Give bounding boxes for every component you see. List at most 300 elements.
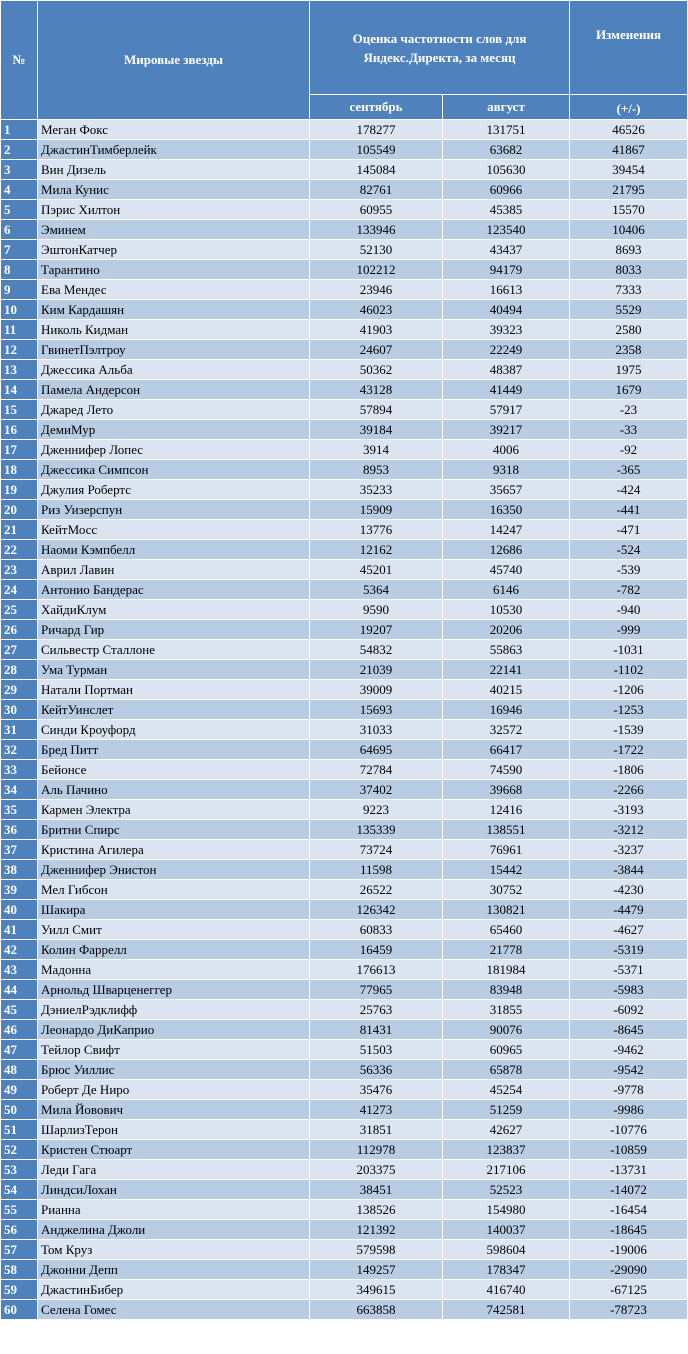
celebrity-name: Синди Кроуфорд (38, 720, 310, 740)
change-value: -3237 (570, 840, 688, 860)
celebrity-name: Аль Пачино (38, 780, 310, 800)
celebrity-name: ДжастинБибер (38, 1280, 310, 1300)
change-value: -8645 (570, 1020, 688, 1040)
september-value: 31033 (310, 720, 443, 740)
rank-cell: 9 (1, 280, 38, 300)
september-value: 56336 (310, 1060, 443, 1080)
table-row (1, 1120, 688, 1140)
change-value: -10859 (570, 1140, 688, 1160)
celebrity-name: Дженнифер Лопес (38, 440, 310, 460)
change-value: -4627 (570, 920, 688, 940)
september-value: 51503 (310, 1040, 443, 1060)
celebrity-name: Мила Йовович (38, 1100, 310, 1120)
table-row (1, 940, 688, 960)
rank-cell: 53 (1, 1160, 38, 1180)
rank-cell: 38 (1, 860, 38, 880)
celebrity-name: Брюс Уиллис (38, 1060, 310, 1080)
september-value: 203375 (310, 1160, 443, 1180)
september-value: 46023 (310, 300, 443, 320)
celebrity-name: ШарлизТерон (38, 1120, 310, 1140)
table-row (1, 900, 688, 920)
rank-cell: 13 (1, 360, 38, 380)
table-row (1, 320, 688, 340)
table-row (1, 520, 688, 540)
august-value: 40215 (443, 680, 570, 700)
header-frequency-estimate: Оценка частотности слов для Яндекс.Директа, за месяц (310, 1, 570, 95)
august-value: 94179 (443, 260, 570, 280)
celebrity-name: Дженнифер Энистон (38, 860, 310, 880)
september-value: 112978 (310, 1140, 443, 1160)
celebrity-name: ДемиМур (38, 420, 310, 440)
table-row (1, 260, 688, 280)
celebrity-name: ЛиндсиЛохан (38, 1180, 310, 1200)
table-row (1, 1260, 688, 1280)
change-value: -9462 (570, 1040, 688, 1060)
august-value: 12686 (443, 540, 570, 560)
change-value: -5371 (570, 960, 688, 980)
rank-cell: 34 (1, 780, 38, 800)
celebrity-name: Памела Андерсон (38, 380, 310, 400)
august-value: 416740 (443, 1280, 570, 1300)
september-value: 11598 (310, 860, 443, 880)
august-value: 131751 (443, 120, 570, 140)
september-value: 5364 (310, 580, 443, 600)
celebrity-name: Пэрис Хилтон (38, 200, 310, 220)
august-value: 598604 (443, 1240, 570, 1260)
september-value: 35233 (310, 480, 443, 500)
rank-cell: 49 (1, 1080, 38, 1100)
rank-cell: 16 (1, 420, 38, 440)
celebrity-name: Вин Дизель (38, 160, 310, 180)
change-value: 2580 (570, 320, 688, 340)
september-value: 38451 (310, 1180, 443, 1200)
august-value: 63682 (443, 140, 570, 160)
celebrity-name: Мила Кунис (38, 180, 310, 200)
rank-cell: 28 (1, 660, 38, 680)
rank-cell: 52 (1, 1140, 38, 1160)
august-value: 42627 (443, 1120, 570, 1140)
rank-cell: 17 (1, 440, 38, 460)
august-value: 57917 (443, 400, 570, 420)
august-value: 74590 (443, 760, 570, 780)
change-value: -365 (570, 460, 688, 480)
september-value: 149257 (310, 1260, 443, 1280)
september-value: 15909 (310, 500, 443, 520)
change-value: -3212 (570, 820, 688, 840)
rank-cell: 47 (1, 1040, 38, 1060)
september-value: 77965 (310, 980, 443, 1000)
september-value: 105549 (310, 140, 443, 160)
celebrity-name: Селена Гомес (38, 1300, 310, 1320)
change-value: 46526 (570, 120, 688, 140)
rank-cell: 25 (1, 600, 38, 620)
change-value: -471 (570, 520, 688, 540)
celebrity-name: Джессика Альба (38, 360, 310, 380)
august-value: 105630 (443, 160, 570, 180)
table-row (1, 1160, 688, 1180)
table-row (1, 560, 688, 580)
august-value: 9318 (443, 460, 570, 480)
table-row (1, 1020, 688, 1040)
table-row (1, 200, 688, 220)
rank-cell: 46 (1, 1020, 38, 1040)
celebrity-name: Антонио Бандерас (38, 580, 310, 600)
august-value: 45740 (443, 560, 570, 580)
september-value: 35476 (310, 1080, 443, 1100)
celebrity-name: Рианна (38, 1200, 310, 1220)
august-value: 45385 (443, 200, 570, 220)
table-row (1, 420, 688, 440)
celebrity-name: Леонардо ДиКаприо (38, 1020, 310, 1040)
rank-cell: 50 (1, 1100, 38, 1120)
celebrity-name: ХайдиКлум (38, 600, 310, 620)
celebrity-name: Аврил Лавин (38, 560, 310, 580)
change-value: 7333 (570, 280, 688, 300)
rank-cell: 51 (1, 1120, 38, 1140)
table-row (1, 960, 688, 980)
table-row (1, 600, 688, 620)
august-value: 65460 (443, 920, 570, 940)
rank-cell: 6 (1, 220, 38, 240)
table-row (1, 1180, 688, 1200)
august-value: 123837 (443, 1140, 570, 1160)
table-row (1, 540, 688, 560)
table-row (1, 920, 688, 940)
celebrity-name: Натали Портман (38, 680, 310, 700)
september-value: 579598 (310, 1240, 443, 1260)
change-value: -940 (570, 600, 688, 620)
table-row (1, 880, 688, 900)
september-value: 24607 (310, 340, 443, 360)
august-value: 31855 (443, 1000, 570, 1020)
change-value: -1102 (570, 660, 688, 680)
table-body (1, 120, 688, 1320)
rank-cell: 45 (1, 1000, 38, 1020)
september-value: 57894 (310, 400, 443, 420)
celebrity-name: Джулия Робертс (38, 480, 310, 500)
change-value: -539 (570, 560, 688, 580)
change-value: -424 (570, 480, 688, 500)
header-changes-unit: (+/-) (570, 95, 688, 120)
celebrity-name: Том Круз (38, 1240, 310, 1260)
celebrity-name: Мадонна (38, 960, 310, 980)
change-value: -2266 (570, 780, 688, 800)
table-row (1, 1200, 688, 1220)
september-value: 19207 (310, 620, 443, 640)
september-value: 176613 (310, 960, 443, 980)
rank-cell: 42 (1, 940, 38, 960)
table-row (1, 1240, 688, 1260)
september-value: 72784 (310, 760, 443, 780)
august-value: 22249 (443, 340, 570, 360)
change-value: 1679 (570, 380, 688, 400)
rank-cell: 12 (1, 340, 38, 360)
september-value: 82761 (310, 180, 443, 200)
table-row (1, 300, 688, 320)
rank-cell: 21 (1, 520, 38, 540)
september-value: 8953 (310, 460, 443, 480)
rank-cell: 56 (1, 1220, 38, 1240)
change-value: -10776 (570, 1120, 688, 1140)
september-value: 102212 (310, 260, 443, 280)
august-value: 181984 (443, 960, 570, 980)
rank-cell: 40 (1, 900, 38, 920)
change-value: 8693 (570, 240, 688, 260)
rank-cell: 39 (1, 880, 38, 900)
september-value: 663858 (310, 1300, 443, 1320)
change-value: 2358 (570, 340, 688, 360)
table-row (1, 400, 688, 420)
september-value: 145084 (310, 160, 443, 180)
change-value: -3844 (570, 860, 688, 880)
change-value: 5529 (570, 300, 688, 320)
rank-cell: 7 (1, 240, 38, 260)
table-row (1, 820, 688, 840)
august-value: 123540 (443, 220, 570, 240)
table-row (1, 1140, 688, 1160)
rank-cell: 23 (1, 560, 38, 580)
table-row (1, 660, 688, 680)
september-value: 135339 (310, 820, 443, 840)
change-value: -13731 (570, 1160, 688, 1180)
table-row (1, 220, 688, 240)
change-value: -33 (570, 420, 688, 440)
september-value: 23946 (310, 280, 443, 300)
change-value: -524 (570, 540, 688, 560)
rank-cell: 5 (1, 200, 38, 220)
celebrity-name: Ким Кардашян (38, 300, 310, 320)
september-value: 13776 (310, 520, 443, 540)
rank-cell: 30 (1, 700, 38, 720)
rank-cell: 3 (1, 160, 38, 180)
rank-cell: 32 (1, 740, 38, 760)
table-row (1, 840, 688, 860)
celebrity-name: Ума Турман (38, 660, 310, 680)
table-row (1, 140, 688, 160)
celebrity-name: Меган Фокс (38, 120, 310, 140)
celebrity-name: ДжастинТимберлейк (38, 140, 310, 160)
september-value: 26522 (310, 880, 443, 900)
august-value: 21778 (443, 940, 570, 960)
change-value: 39454 (570, 160, 688, 180)
table-row (1, 360, 688, 380)
table-row (1, 1040, 688, 1060)
header-changes: Изменения (570, 1, 688, 95)
september-value: 54832 (310, 640, 443, 660)
celebrity-name: Тейлор Свифт (38, 1040, 310, 1060)
september-value: 60955 (310, 200, 443, 220)
table-row (1, 1280, 688, 1300)
celebrity-name: Колин Фаррелл (38, 940, 310, 960)
august-value: 10530 (443, 600, 570, 620)
september-value: 3914 (310, 440, 443, 460)
august-value: 14247 (443, 520, 570, 540)
table-row (1, 160, 688, 180)
rank-cell: 4 (1, 180, 38, 200)
table-row (1, 860, 688, 880)
celebrity-name: Кармен Электра (38, 800, 310, 820)
rank-cell: 43 (1, 960, 38, 980)
table-row (1, 700, 688, 720)
change-value: 21795 (570, 180, 688, 200)
september-value: 41273 (310, 1100, 443, 1120)
rank-cell: 22 (1, 540, 38, 560)
change-value: -6092 (570, 1000, 688, 1020)
change-value: 8033 (570, 260, 688, 280)
change-value: -999 (570, 620, 688, 640)
rank-cell: 10 (1, 300, 38, 320)
change-value: 15570 (570, 200, 688, 220)
august-value: 40494 (443, 300, 570, 320)
august-value: 217106 (443, 1160, 570, 1180)
celebrity-name: КейтМосс (38, 520, 310, 540)
table-row (1, 500, 688, 520)
august-value: 16350 (443, 500, 570, 520)
table-row (1, 480, 688, 500)
rank-cell: 27 (1, 640, 38, 660)
table-row (1, 640, 688, 660)
rank-cell: 55 (1, 1200, 38, 1220)
table-row (1, 1300, 688, 1320)
rank-cell: 54 (1, 1180, 38, 1200)
celebrity-name: Кристен Стюарт (38, 1140, 310, 1160)
rank-cell: 2 (1, 140, 38, 160)
august-value: 154980 (443, 1200, 570, 1220)
table-row (1, 800, 688, 820)
september-value: 73724 (310, 840, 443, 860)
celebrity-name: ДэниелРэдклифф (38, 1000, 310, 1020)
celebrity-name: Риз Уизерспун (38, 500, 310, 520)
august-value: 35657 (443, 480, 570, 500)
august-value: 48387 (443, 360, 570, 380)
change-value: -782 (570, 580, 688, 600)
rank-cell: 58 (1, 1260, 38, 1280)
september-value: 178277 (310, 120, 443, 140)
change-value: -19006 (570, 1240, 688, 1260)
september-value: 60833 (310, 920, 443, 940)
table-row (1, 280, 688, 300)
change-value: 10406 (570, 220, 688, 240)
august-value: 90076 (443, 1020, 570, 1040)
change-value: -9986 (570, 1100, 688, 1120)
header-september: сентябрь (310, 95, 443, 120)
august-value: 39217 (443, 420, 570, 440)
change-value: -14072 (570, 1180, 688, 1200)
rank-cell: 48 (1, 1060, 38, 1080)
rank-cell: 19 (1, 480, 38, 500)
rank-cell: 24 (1, 580, 38, 600)
table-row (1, 180, 688, 200)
table-row (1, 1000, 688, 1020)
change-value: -78723 (570, 1300, 688, 1320)
august-value: 51259 (443, 1100, 570, 1120)
celebrity-name: ЭштонКатчер (38, 240, 310, 260)
august-value: 4006 (443, 440, 570, 460)
august-value: 65878 (443, 1060, 570, 1080)
august-value: 45254 (443, 1080, 570, 1100)
august-value: 16613 (443, 280, 570, 300)
september-value: 9590 (310, 600, 443, 620)
rank-cell: 29 (1, 680, 38, 700)
rank-cell: 35 (1, 800, 38, 820)
august-value: 178347 (443, 1260, 570, 1280)
celebrity-name: Шакира (38, 900, 310, 920)
change-value: -441 (570, 500, 688, 520)
august-value: 66417 (443, 740, 570, 760)
september-value: 121392 (310, 1220, 443, 1240)
rank-cell: 60 (1, 1300, 38, 1320)
table-row (1, 580, 688, 600)
change-value: 41867 (570, 140, 688, 160)
table-row (1, 240, 688, 260)
september-value: 31851 (310, 1120, 443, 1140)
rank-cell: 11 (1, 320, 38, 340)
celebrity-name: Наоми Кэмпбелл (38, 540, 310, 560)
change-value: -5983 (570, 980, 688, 1000)
change-value: -9542 (570, 1060, 688, 1080)
rank-cell: 18 (1, 460, 38, 480)
celebrity-name: Уилл Смит (38, 920, 310, 940)
rank-cell: 20 (1, 500, 38, 520)
rank-cell: 33 (1, 760, 38, 780)
change-value: -1031 (570, 640, 688, 660)
rank-cell: 44 (1, 980, 38, 1000)
rank-cell: 31 (1, 720, 38, 740)
celebrity-name: ГвинетПэлтроу (38, 340, 310, 360)
header-row (1, 1, 688, 95)
celebrity-name: Анджелина Джоли (38, 1220, 310, 1240)
august-value: 140037 (443, 1220, 570, 1240)
august-value: 76961 (443, 840, 570, 860)
celebrity-name: Бейонсе (38, 760, 310, 780)
table-row (1, 1100, 688, 1120)
celebrity-name: Мел Гибсон (38, 880, 310, 900)
september-value: 16459 (310, 940, 443, 960)
august-value: 30752 (443, 880, 570, 900)
rank-cell: 57 (1, 1240, 38, 1260)
table-row (1, 740, 688, 760)
celebrity-name: Джонни Депп (38, 1260, 310, 1280)
table-row (1, 120, 688, 140)
august-value: 22141 (443, 660, 570, 680)
celebrity-name: Ричард Гир (38, 620, 310, 640)
change-value: -67125 (570, 1280, 688, 1300)
table-row (1, 760, 688, 780)
august-value: 43437 (443, 240, 570, 260)
september-value: 133946 (310, 220, 443, 240)
august-value: 138551 (443, 820, 570, 840)
september-value: 9223 (310, 800, 443, 820)
september-value: 45201 (310, 560, 443, 580)
table-row (1, 460, 688, 480)
table-row (1, 620, 688, 640)
august-value: 15442 (443, 860, 570, 880)
rank-cell: 1 (1, 120, 38, 140)
change-value: -23 (570, 400, 688, 420)
table-row (1, 1060, 688, 1080)
august-value: 60966 (443, 180, 570, 200)
september-value: 12162 (310, 540, 443, 560)
header-august: август (443, 95, 570, 120)
september-value: 41903 (310, 320, 443, 340)
rank-cell: 26 (1, 620, 38, 640)
celebrity-name: КейтУинслет (38, 700, 310, 720)
table-row (1, 980, 688, 1000)
september-value: 64695 (310, 740, 443, 760)
celebrity-name: Николь Кидман (38, 320, 310, 340)
table-row (1, 720, 688, 740)
celebrity-name: Леди Гага (38, 1160, 310, 1180)
